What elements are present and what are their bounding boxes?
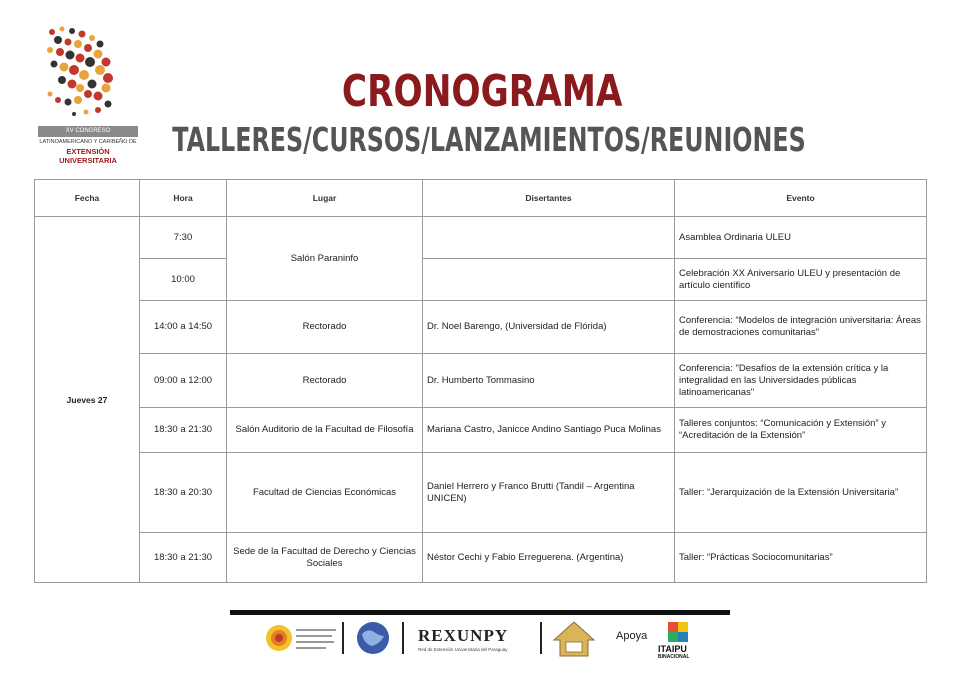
header-lugar: Lugar [227,180,423,217]
disertantes-cell: Dr. Noel Barengo, (Universidad de Flórida) [423,301,675,354]
lugar-cell: Sede de la Facultad de Derecho y Ciencias Sociales [227,533,423,583]
table-row [35,217,927,259]
table-row [35,301,927,354]
table-header-row [35,180,927,217]
table-row [35,533,927,583]
hora-cell: 7:30 [140,217,227,259]
header-fecha: Fecha [35,180,140,217]
disertantes-cell: Daniel Herrero y Franco Brutti (Tandil – Argentina UNICEN) [423,453,675,533]
table-row [35,408,927,453]
lugar-cell: Salón Auditorio de la Facultad de Filosofía [227,408,423,453]
footer-logos [258,618,718,660]
schedule-table [34,179,927,583]
evento-cell: Conferencia: "Desafíos de la extensión crítica y la integralidad en las Universidades públicas latinoamericanas" [675,354,927,408]
logo-line1: LATINOAMERICANO Y CARIBEÑO DE [39,139,137,145]
hora-cell: 10:00 [140,259,227,301]
itaipu-subtitle: BINACIONAL [658,654,690,660]
header-disertantes: Disertantes [423,180,675,217]
lugar-cell: Rectorado [227,354,423,408]
apoya-label: Apoya [616,630,648,642]
globe-logo-icon [354,620,392,656]
fecha-cell: Jueves 27 [35,217,140,583]
header-hora: Hora [140,180,227,217]
university-seal-icon [552,620,596,658]
table-row [35,354,927,408]
disertantes-cell [423,217,675,259]
disertantes-cell: Mariana Castro, Janicce Andino Santiago Puca Molinas [423,408,675,453]
page-title: CRONOGRAMA [341,66,623,117]
evento-cell: Talleres conjuntos: “Comunicación y Extensión” y “Acreditación de la Extensión” [675,408,927,453]
evento-cell: Taller: “Prácticas Sociocomunitarias” [675,533,927,583]
logo-line2: EXTENSIÓN UNIVERSITARIA [59,147,117,165]
logo-band: XV CONGRESO [38,126,138,137]
hora-cell: 18:30 a 21:30 [140,408,227,453]
hora-cell: 09:00 a 12:00 [140,354,227,408]
evento-cell: Taller: “Jerarquización de la Extensión Universitaria” [675,453,927,533]
footer-separator [342,622,344,654]
rexunpy-logo: REXUNPY [418,626,509,645]
rexunpy-subtitle: Red de Extensión Universitaria del Paraguay [418,647,508,652]
footer-separator [402,622,404,654]
page-subtitle: TALLERES/CURSOS/LANZAMIENTOS/REUNIONES [172,120,806,159]
hora-cell: 14:00 a 14:50 [140,301,227,354]
evento-cell: Asamblea Ordinaria ULEU [675,217,927,259]
footer-divider [230,610,730,615]
uleu-logo-icon [262,620,340,656]
disertantes-cell: Néstor Cechi y Fabio Erreguerena. (Argentina) [423,533,675,583]
itaipu-logo-icon [660,620,700,644]
lugar-cell: Facultad de Ciencias Económicas [227,453,423,533]
itaipu-name: ITAIPU [658,644,687,654]
evento-cell: Conferencia: “Modelos de integración universitaria: Áreas de demostraciones comunitarias” [675,301,927,354]
lugar-cell: Salón Paraninfo [227,217,423,301]
table-row [35,453,927,533]
hora-cell: 18:30 a 20:30 [140,453,227,533]
footer-separator [540,622,542,654]
hora-cell: 18:30 a 21:30 [140,533,227,583]
disertantes-cell: Dr. Humberto Tommasino [423,354,675,408]
table-row [35,259,927,301]
disertantes-cell [423,259,675,301]
evento-cell: Celebración XX Aniversario ULEU y presentación de artículo científico [675,259,927,301]
lugar-cell: Rectorado [227,301,423,354]
header-evento: Evento [675,180,927,217]
